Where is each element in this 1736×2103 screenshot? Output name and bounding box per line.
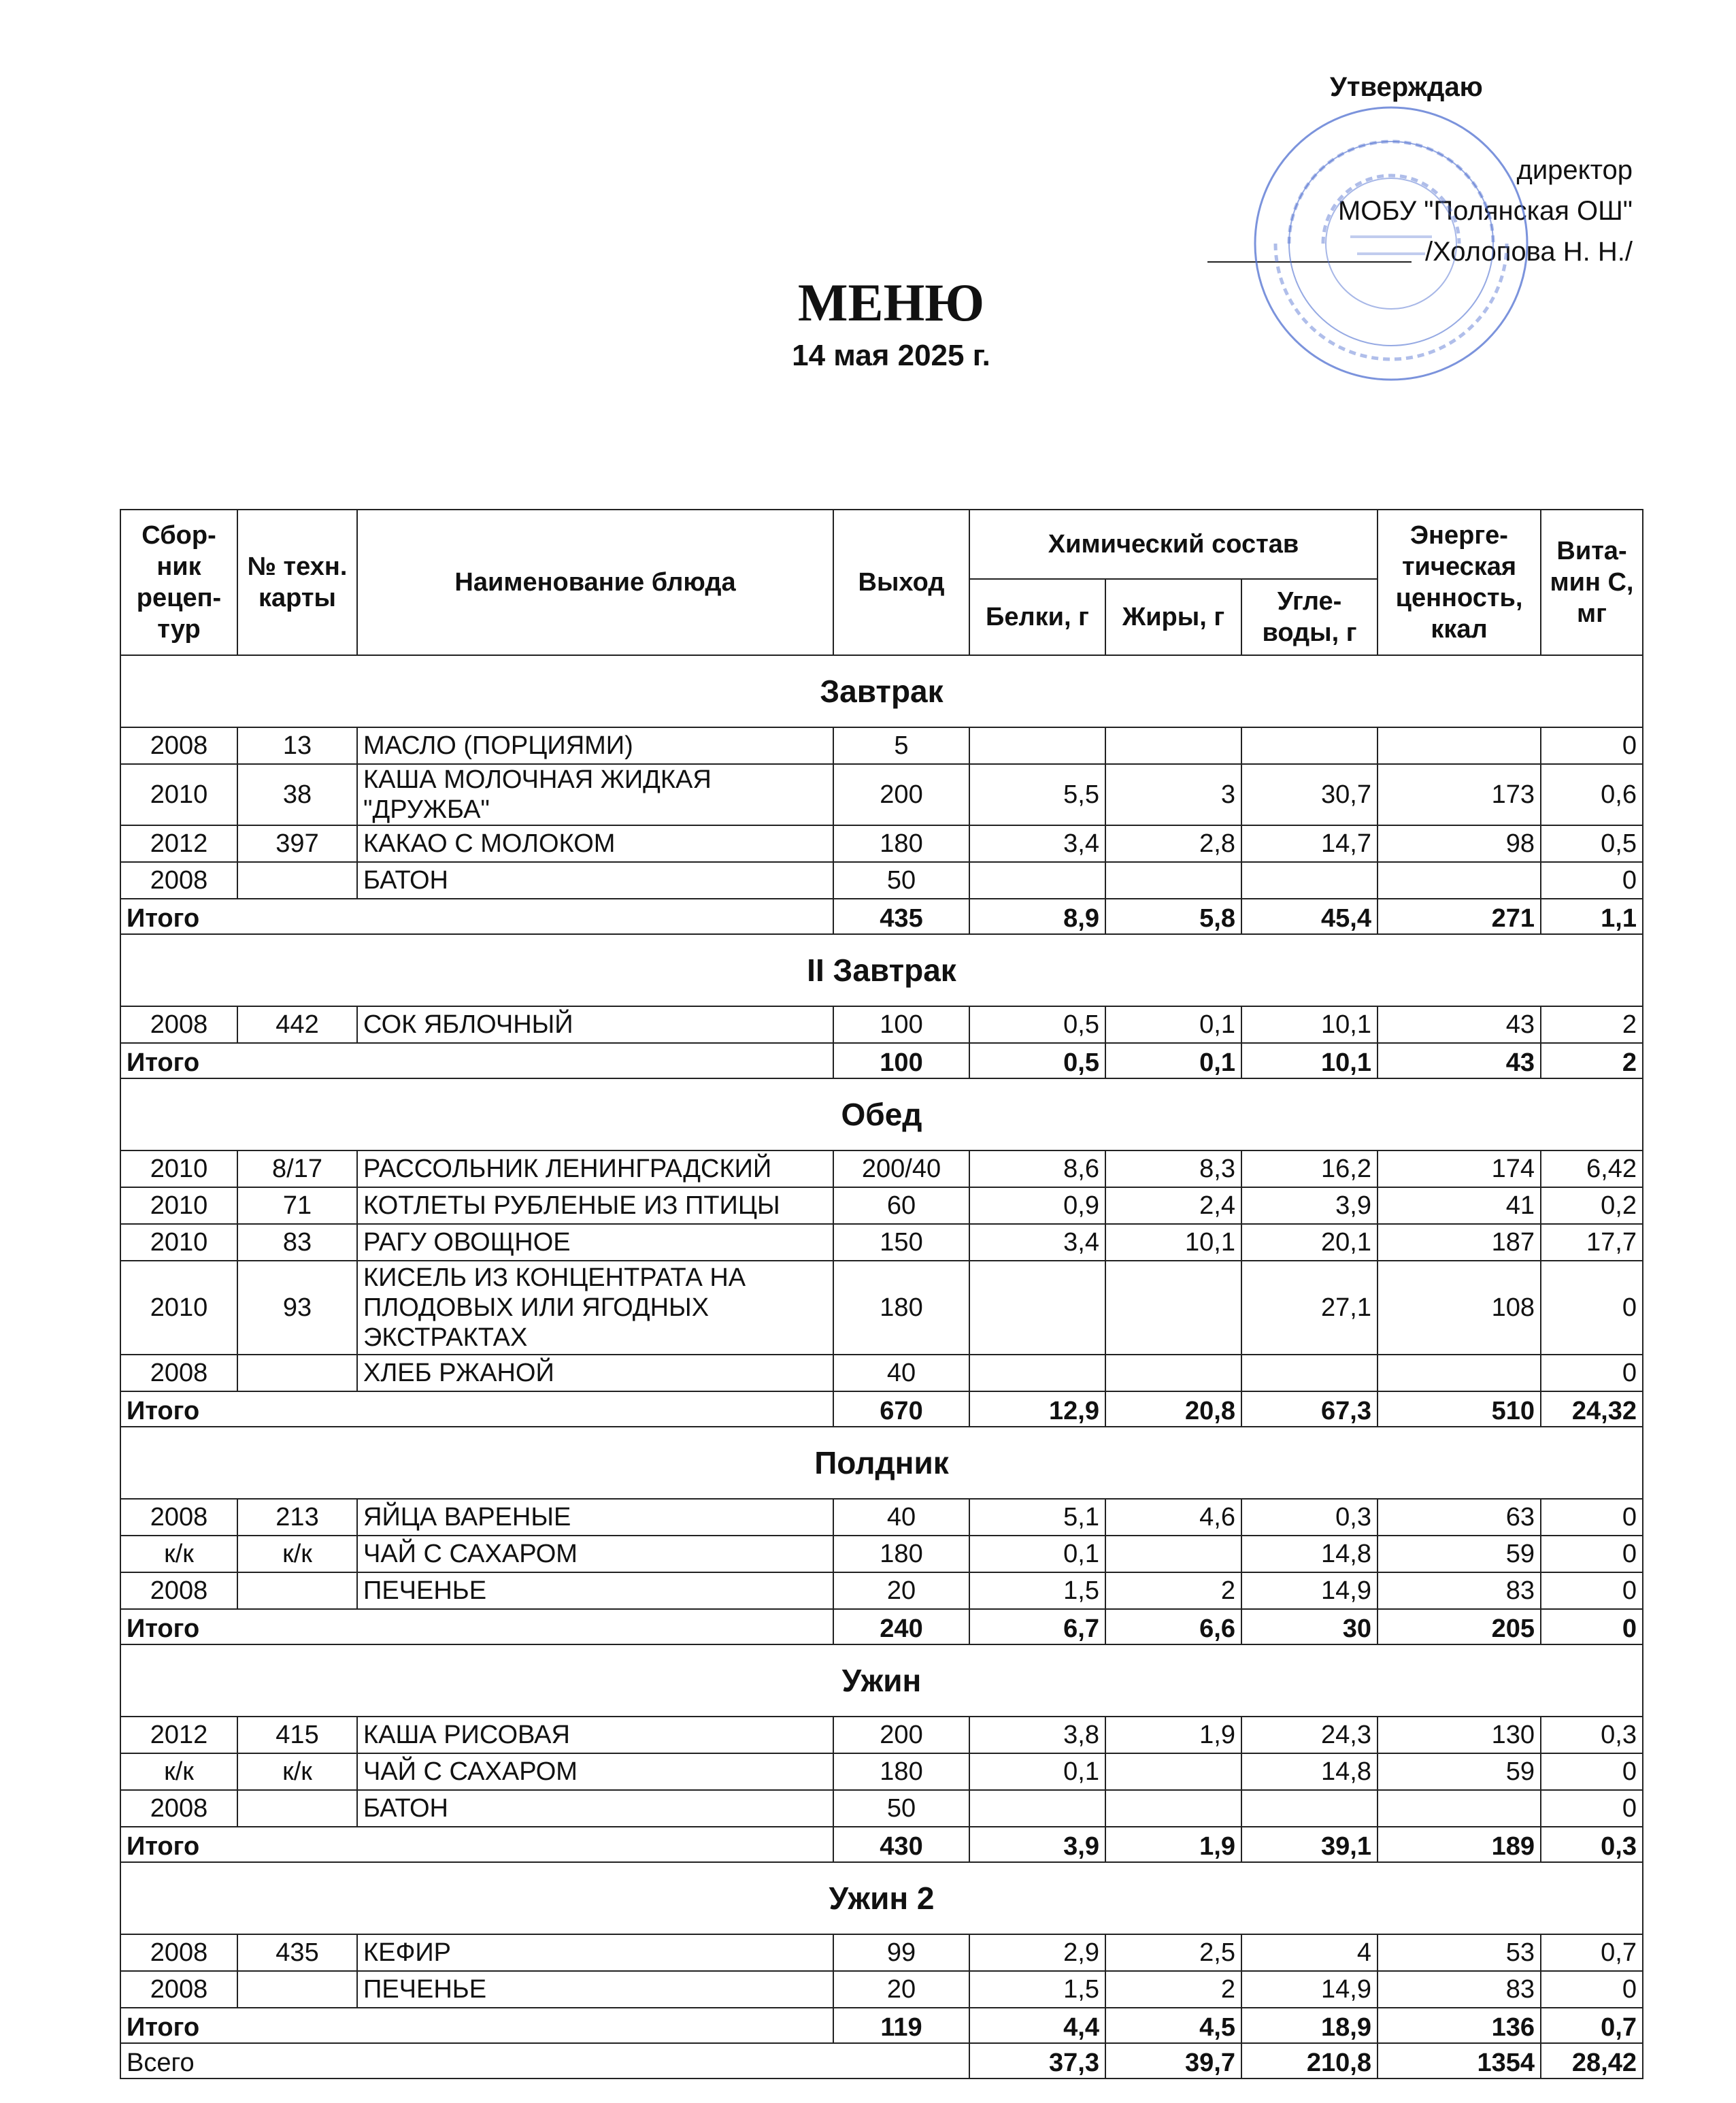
table-row [120,1224,1643,1261]
total-label: Итого [120,1827,833,1862]
cell-collection: 2010 [120,1187,237,1224]
table-row [120,1934,1643,1971]
section-header-row [120,1078,1643,1150]
cell-carbs [1241,862,1378,899]
section-title: Завтрак [120,655,1643,727]
cell-collection: 2008 [120,1006,237,1043]
cell-tech-card [237,1355,357,1391]
cell-collection: 2010 [120,1150,237,1187]
cell-dish-name: ПЕЧЕНЬЕ [357,1572,833,1609]
header-protein: Белки, г [969,579,1105,655]
cell-yield: 20 [833,1971,969,2008]
cell-fat: 2,8 [1105,825,1241,862]
cell-fat [1105,1261,1241,1355]
cell-dish-name: ЧАЙ С САХАРОМ [357,1536,833,1572]
total-fat: 0,1 [1105,1043,1241,1078]
total-yield: 100 [833,1043,969,1078]
cell-yield: 40 [833,1355,969,1391]
cell-carbs [1241,1355,1378,1391]
cell-energy: 130 [1378,1717,1541,1753]
cell-tech-card: 8/17 [237,1150,357,1187]
cell-yield: 180 [833,1536,969,1572]
total-fat: 6,6 [1105,1609,1241,1644]
grand-total-carbs: 210,8 [1241,2043,1378,2079]
cell-vitamin: 0 [1541,1499,1643,1536]
cell-protein: 0,5 [969,1006,1105,1043]
table-row [120,825,1643,862]
total-fat: 20,8 [1105,1391,1241,1427]
cell-tech-card: 442 [237,1006,357,1043]
menu-date: 14 мая 2025 г. [792,339,990,372]
cell-carbs: 30,7 [1241,764,1378,825]
header-yield: Выход [833,510,969,655]
cell-collection: 2010 [120,764,237,825]
cell-carbs: 14,8 [1241,1753,1378,1790]
cell-collection: 2008 [120,727,237,764]
cell-vitamin: 0 [1541,1753,1643,1790]
total-protein: 6,7 [969,1609,1105,1644]
table-row [120,1572,1643,1609]
cell-vitamin: 0,2 [1541,1187,1643,1224]
total-vitamin: 0,7 [1541,2008,1643,2043]
cell-dish-name: КИСЕЛЬ ИЗ КОНЦЕНТРАТА НА ПЛОДОВЫХ ИЛИ ЯГОДНЫХ ЭКСТРАКТАХ [357,1261,833,1355]
cell-fat [1105,1355,1241,1391]
cell-fat: 8,3 [1105,1150,1241,1187]
cell-energy: 43 [1378,1006,1541,1043]
table-row [120,727,1643,764]
cell-tech-card: к/к [237,1753,357,1790]
cell-energy: 98 [1378,825,1541,862]
cell-carbs: 24,3 [1241,1717,1378,1753]
approval-position: директор [1516,155,1633,185]
section-header-row [120,934,1643,1006]
section-total-row [120,1827,1643,1862]
cell-fat: 1,9 [1105,1717,1241,1753]
cell-yield: 5 [833,727,969,764]
cell-fat [1105,1536,1241,1572]
approval-signature-name: /Холопова Н. Н./ [1424,237,1633,267]
cell-collection: к/к [120,1536,237,1572]
cell-vitamin: 0 [1541,1536,1643,1572]
cell-vitamin: 17,7 [1541,1224,1643,1261]
cell-yield: 20 [833,1572,969,1609]
cell-energy: 173 [1378,764,1541,825]
cell-dish-name: ЯЙЦА ВАРЕНЫЕ [357,1499,833,1536]
total-protein: 4,4 [969,2008,1105,2043]
total-carbs: 30 [1241,1609,1378,1644]
cell-collection: 2010 [120,1224,237,1261]
cell-tech-card [237,862,357,899]
cell-protein: 5,5 [969,764,1105,825]
cell-fat: 2,5 [1105,1934,1241,1971]
cell-vitamin: 0 [1541,1572,1643,1609]
cell-carbs: 14,9 [1241,1971,1378,2008]
cell-vitamin: 0,3 [1541,1717,1643,1753]
cell-tech-card: 415 [237,1717,357,1753]
cell-protein: 3,4 [969,825,1105,862]
total-vitamin: 24,32 [1541,1391,1643,1427]
total-carbs: 45,4 [1241,899,1378,934]
cell-tech-card: 435 [237,1934,357,1971]
cell-energy: 53 [1378,1934,1541,1971]
grand-total-energy: 1354 [1378,2043,1541,2079]
cell-collection: к/к [120,1753,237,1790]
grand-total-row [120,2043,1643,2079]
total-carbs: 18,9 [1241,2008,1378,2043]
cell-fat [1105,1753,1241,1790]
table-row [120,862,1643,899]
grand-total-label: Всего [120,2043,969,2079]
total-yield: 240 [833,1609,969,1644]
total-protein: 12,9 [969,1391,1105,1427]
cell-tech-card: 213 [237,1499,357,1536]
cell-protein: 3,4 [969,1224,1105,1261]
table-row [120,1261,1643,1355]
total-vitamin: 0,3 [1541,1827,1643,1862]
section-header-row [120,655,1643,727]
cell-energy: 63 [1378,1499,1541,1536]
section-title: Ужин [120,1644,1643,1717]
section-title: Обед [120,1078,1643,1150]
section-total-row [120,1609,1643,1644]
cell-vitamin: 0 [1541,862,1643,899]
total-yield: 435 [833,899,969,934]
cell-collection: 2008 [120,1499,237,1536]
cell-vitamin: 0 [1541,1261,1643,1355]
total-vitamin: 1,1 [1541,899,1643,934]
cell-carbs [1241,1790,1378,1827]
cell-dish-name: ХЛЕБ РЖАНОЙ [357,1355,833,1391]
cell-tech-card: 71 [237,1187,357,1224]
cell-carbs: 16,2 [1241,1150,1378,1187]
total-label: Итого [120,2008,833,2043]
cell-tech-card: 83 [237,1224,357,1261]
total-yield: 670 [833,1391,969,1427]
cell-dish-name: ЧАЙ С САХАРОМ [357,1753,833,1790]
total-label: Итого [120,899,833,934]
cell-yield: 200 [833,1717,969,1753]
cell-protein: 1,5 [969,1971,1105,2008]
cell-collection: 2008 [120,862,237,899]
cell-collection: 2008 [120,1355,237,1391]
cell-protein [969,1790,1105,1827]
cell-dish-name: МАСЛО (ПОРЦИЯМИ) [357,727,833,764]
table-row [120,1753,1643,1790]
table-row [120,1150,1643,1187]
cell-carbs: 14,8 [1241,1536,1378,1572]
cell-protein: 5,1 [969,1499,1105,1536]
cell-carbs: 4 [1241,1934,1378,1971]
section-total-row [120,1391,1643,1427]
approval-organization: МОБУ "Полянская ОШ" [1337,196,1633,226]
cell-fat: 3 [1105,764,1241,825]
cell-energy: 187 [1378,1224,1541,1261]
section-header-row [120,1644,1643,1717]
cell-fat: 10,1 [1105,1224,1241,1261]
cell-dish-name: КАША МОЛОЧНАЯ ЖИДКАЯ "ДРУЖБА" [357,764,833,825]
cell-carbs: 27,1 [1241,1261,1378,1355]
approval-title: Утверждаю [1330,72,1483,102]
total-energy: 271 [1378,899,1541,934]
cell-dish-name: БАТОН [357,862,833,899]
cell-dish-name: КОТЛЕТЫ РУБЛЕНЫЕ ИЗ ПТИЦЫ [357,1187,833,1224]
cell-carbs: 3,9 [1241,1187,1378,1224]
header-dish-name: Наименование блюда [357,510,833,655]
cell-energy [1378,862,1541,899]
official-seal-stamp [1248,101,1534,386]
cell-yield: 180 [833,1261,969,1355]
cell-protein: 2,9 [969,1934,1105,1971]
cell-vitamin: 2 [1541,1006,1643,1043]
cell-dish-name: КАША РИСОВАЯ [357,1717,833,1753]
cell-energy: 59 [1378,1536,1541,1572]
total-yield: 119 [833,2008,969,2043]
total-energy: 43 [1378,1043,1541,1078]
page-title: МЕНЮ [797,273,985,332]
total-energy: 510 [1378,1391,1541,1427]
total-label: Итого [120,1609,833,1644]
table-row [120,1355,1643,1391]
grand-total-vitamin: 28,42 [1541,2043,1643,2079]
table-row [120,1006,1643,1043]
total-fat: 5,8 [1105,899,1241,934]
cell-protein: 0,1 [969,1753,1105,1790]
cell-collection: 2012 [120,825,237,862]
total-label: Итого [120,1391,833,1427]
table-row [120,1790,1643,1827]
section-title: Ужин 2 [120,1862,1643,1934]
cell-vitamin: 0,7 [1541,1934,1643,1971]
header-fat: Жиры, г [1105,579,1241,655]
cell-yield: 200 [833,764,969,825]
cell-collection: 2008 [120,1971,237,2008]
cell-yield: 150 [833,1224,969,1261]
cell-energy: 83 [1378,1572,1541,1609]
total-carbs: 39,1 [1241,1827,1378,1862]
cell-energy: 108 [1378,1261,1541,1355]
cell-energy [1378,1355,1541,1391]
cell-energy: 174 [1378,1150,1541,1187]
table-row [120,1536,1643,1572]
cell-dish-name: БАТОН [357,1790,833,1827]
total-protein: 3,9 [969,1827,1105,1862]
table-row [120,1499,1643,1536]
menu-table [120,509,1643,2079]
total-vitamin: 2 [1541,1043,1643,1078]
grand-total-fat: 39,7 [1105,2043,1241,2079]
cell-tech-card [237,1971,357,2008]
header-tech-card: № техн. карты [237,510,357,655]
cell-vitamin: 0 [1541,1971,1643,2008]
cell-protein [969,1355,1105,1391]
section-total-row [120,899,1643,934]
cell-energy [1378,1790,1541,1827]
section-title: II Завтрак [120,934,1643,1006]
cell-collection: 2012 [120,1717,237,1753]
cell-tech-card: 13 [237,727,357,764]
cell-dish-name: СОК ЯБЛОЧНЫЙ [357,1006,833,1043]
cell-protein [969,1261,1105,1355]
cell-energy: 59 [1378,1753,1541,1790]
table-row [120,1971,1643,2008]
cell-tech-card: 397 [237,825,357,862]
total-carbs: 67,3 [1241,1391,1378,1427]
total-energy: 205 [1378,1609,1541,1644]
cell-fat [1105,727,1241,764]
cell-tech-card [237,1790,357,1827]
cell-dish-name: РАГУ ОВОЩНОЕ [357,1224,833,1261]
cell-fat: 2 [1105,1971,1241,2008]
section-total-row [120,2008,1643,2043]
cell-carbs: 14,7 [1241,825,1378,862]
cell-vitamin: 0,5 [1541,825,1643,862]
cell-carbs: 20,1 [1241,1224,1378,1261]
cell-yield: 50 [833,1790,969,1827]
cell-collection: 2010 [120,1261,237,1355]
total-fat: 1,9 [1105,1827,1241,1862]
cell-fat: 2,4 [1105,1187,1241,1224]
cell-yield: 180 [833,1753,969,1790]
total-carbs: 10,1 [1241,1043,1378,1078]
cell-protein [969,727,1105,764]
cell-carbs: 10,1 [1241,1006,1378,1043]
cell-dish-name: КЕФИР [357,1934,833,1971]
cell-yield: 50 [833,862,969,899]
cell-fat: 4,6 [1105,1499,1241,1536]
cell-protein [969,862,1105,899]
cell-fat [1105,862,1241,899]
total-energy: 136 [1378,2008,1541,2043]
cell-tech-card [237,1572,357,1609]
cell-yield: 180 [833,825,969,862]
cell-yield: 60 [833,1187,969,1224]
cell-yield: 200/40 [833,1150,969,1187]
cell-vitamin: 0 [1541,727,1643,764]
cell-dish-name: ПЕЧЕНЬЕ [357,1971,833,2008]
header-carbs: Угле-воды, г [1241,579,1378,655]
cell-vitamin: 0 [1541,1355,1643,1391]
cell-vitamin: 0,6 [1541,764,1643,825]
cell-vitamin: 0 [1541,1790,1643,1827]
cell-energy [1378,727,1541,764]
cell-vitamin: 6,42 [1541,1150,1643,1187]
cell-tech-card: к/к [237,1536,357,1572]
cell-energy: 41 [1378,1187,1541,1224]
cell-dish-name: КАКАО С МОЛОКОМ [357,825,833,862]
cell-carbs: 0,3 [1241,1499,1378,1536]
cell-protein: 0,1 [969,1536,1105,1572]
cell-yield: 40 [833,1499,969,1536]
cell-collection: 2008 [120,1572,237,1609]
cell-yield: 99 [833,1934,969,1971]
section-title: Полдник [120,1427,1643,1499]
total-yield: 430 [833,1827,969,1862]
section-header-row [120,1427,1643,1499]
header-collection: Сбор-ник рецеп-тур [120,510,237,655]
table-row [120,764,1643,825]
header-energy: Энерге-тическая ценность, ккал [1378,510,1541,655]
cell-protein: 8,6 [969,1150,1105,1187]
total-vitamin: 0 [1541,1609,1643,1644]
cell-tech-card: 38 [237,764,357,825]
section-total-row [120,1043,1643,1078]
cell-dish-name: РАССОЛЬНИК ЛЕНИНГРАДСКИЙ [357,1150,833,1187]
cell-protein: 0,9 [969,1187,1105,1224]
grand-total-protein: 37,3 [969,2043,1105,2079]
total-protein: 0,5 [969,1043,1105,1078]
cell-collection: 2008 [120,1790,237,1827]
cell-fat: 0,1 [1105,1006,1241,1043]
cell-fat [1105,1790,1241,1827]
table-row [120,1187,1643,1224]
cell-fat: 2 [1105,1572,1241,1609]
cell-carbs [1241,727,1378,764]
cell-protein: 3,8 [969,1717,1105,1753]
cell-protein: 1,5 [969,1572,1105,1609]
total-fat: 4,5 [1105,2008,1241,2043]
section-header-row [120,1862,1643,1934]
cell-tech-card: 93 [237,1261,357,1355]
header-vitamin: Вита-мин С, мг [1541,510,1643,655]
total-energy: 189 [1378,1827,1541,1862]
total-protein: 8,9 [969,899,1105,934]
cell-collection: 2008 [120,1934,237,1971]
cell-carbs: 14,9 [1241,1572,1378,1609]
table-row [120,1717,1643,1753]
cell-energy: 83 [1378,1971,1541,2008]
total-label: Итого [120,1043,833,1078]
header-chemical-composition: Химический состав [969,510,1378,579]
cell-yield: 100 [833,1006,969,1043]
